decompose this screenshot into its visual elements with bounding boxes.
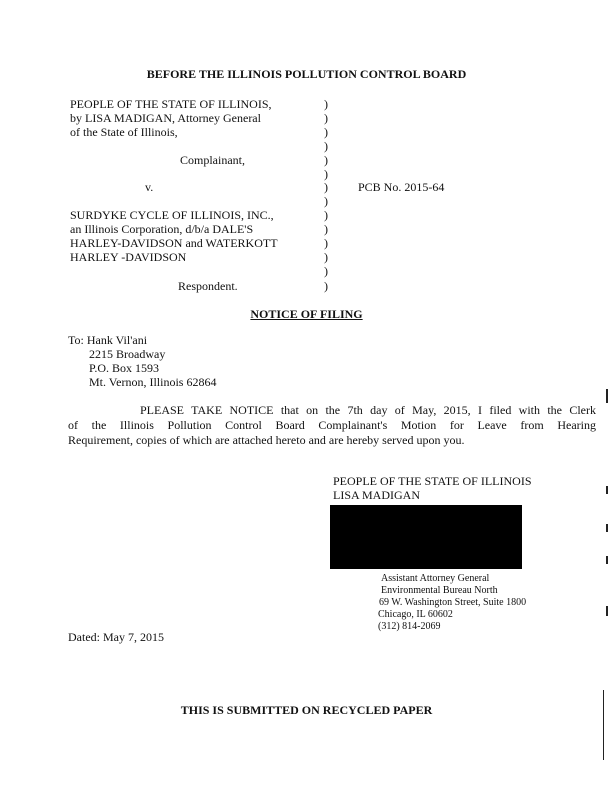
caption-bracket: ) <box>324 139 328 153</box>
addressee-to-line: To: Hank Vil'ani <box>68 333 148 347</box>
complainant-line-1: PEOPLE OF THE STATE OF ILLINOIS, <box>70 97 272 111</box>
respondent-line-4: HARLEY -DAVIDSON <box>70 250 187 264</box>
respondent-line-1: SURDYKE CYCLE OF ILLINOIS, INC., <box>70 208 274 222</box>
caption-bracket: ) <box>324 125 328 139</box>
signature-title-line-2: Environmental Bureau North <box>381 585 498 596</box>
address-line-1: 2215 Broadway <box>89 347 166 361</box>
caption-bracket: ) <box>324 167 328 181</box>
caption-bracket: ) <box>324 111 328 125</box>
redaction-box <box>330 505 522 569</box>
caption-bracket: ) <box>324 250 328 264</box>
complainant-role: Complainant, <box>180 153 245 167</box>
scan-artifact <box>603 690 604 760</box>
scan-artifact <box>606 486 608 494</box>
caption-bracket: ) <box>324 222 328 236</box>
address-line-3: Mt. Vernon, Illinois 62864 <box>89 375 217 389</box>
signature-title-line-1: Assistant Attorney General <box>381 573 490 584</box>
body-line-1: PLEASE TAKE NOTICE that on the 7th day of May, 2015, I filed with the Clerk <box>140 403 596 417</box>
caption-bracket: ) <box>324 236 328 250</box>
caption-bracket: ) <box>324 97 328 111</box>
respondent-line-2: an Illinois Corporation, d/b/a DALE'S <box>70 222 254 236</box>
scan-artifact <box>606 389 608 403</box>
body-line-2: of the Illinois Pollution Control Board Complainant's Motion for Leave from Hearing <box>68 418 596 432</box>
signature-party: PEOPLE OF THE STATE OF ILLINOIS <box>333 474 532 488</box>
caption-bracket: ) <box>324 194 328 208</box>
signature-attorney: LISA MADIGAN <box>333 488 420 502</box>
scan-artifact <box>606 524 608 532</box>
scan-artifact <box>606 556 608 564</box>
address-line-2: P.O. Box 1593 <box>89 361 160 375</box>
body-line-3: Requirement, copies of which are attached hereto and are hereby served upon you. <box>68 433 465 447</box>
signature-title-line-3: 69 W. Washington Street, Suite 1800 <box>379 597 527 608</box>
signature-title-line-5: (312) 814-2069 <box>378 621 441 632</box>
notice-title: NOTICE OF FILING <box>250 307 363 321</box>
caption-bracket: ) <box>324 208 328 222</box>
complainant-line-2: by LISA MADIGAN, Attorney General <box>70 111 261 125</box>
court-heading: BEFORE THE ILLINOIS POLLUTION CONTROL BOARD <box>146 67 467 81</box>
footer-recycled-paper: THIS IS SUBMITTED ON RECYCLED PAPER <box>180 703 433 717</box>
versus: v. <box>145 180 154 194</box>
caption-bracket: ) <box>324 153 328 167</box>
respondent-line-3: HARLEY-DAVIDSON and WATERKOTT <box>70 236 278 250</box>
scan-artifact <box>606 606 608 616</box>
signature-title-line-4: Chicago, IL 60602 <box>378 609 453 620</box>
caption-bracket: ) <box>324 180 328 194</box>
respondent-role: Respondent. <box>178 279 238 293</box>
case-number: PCB No. 2015-64 <box>358 180 445 194</box>
caption-bracket: ) <box>324 279 328 293</box>
complainant-line-3: of the State of Illinois, <box>70 125 178 139</box>
caption-bracket: ) <box>324 264 328 278</box>
date-line: Dated: May 7, 2015 <box>68 630 164 644</box>
